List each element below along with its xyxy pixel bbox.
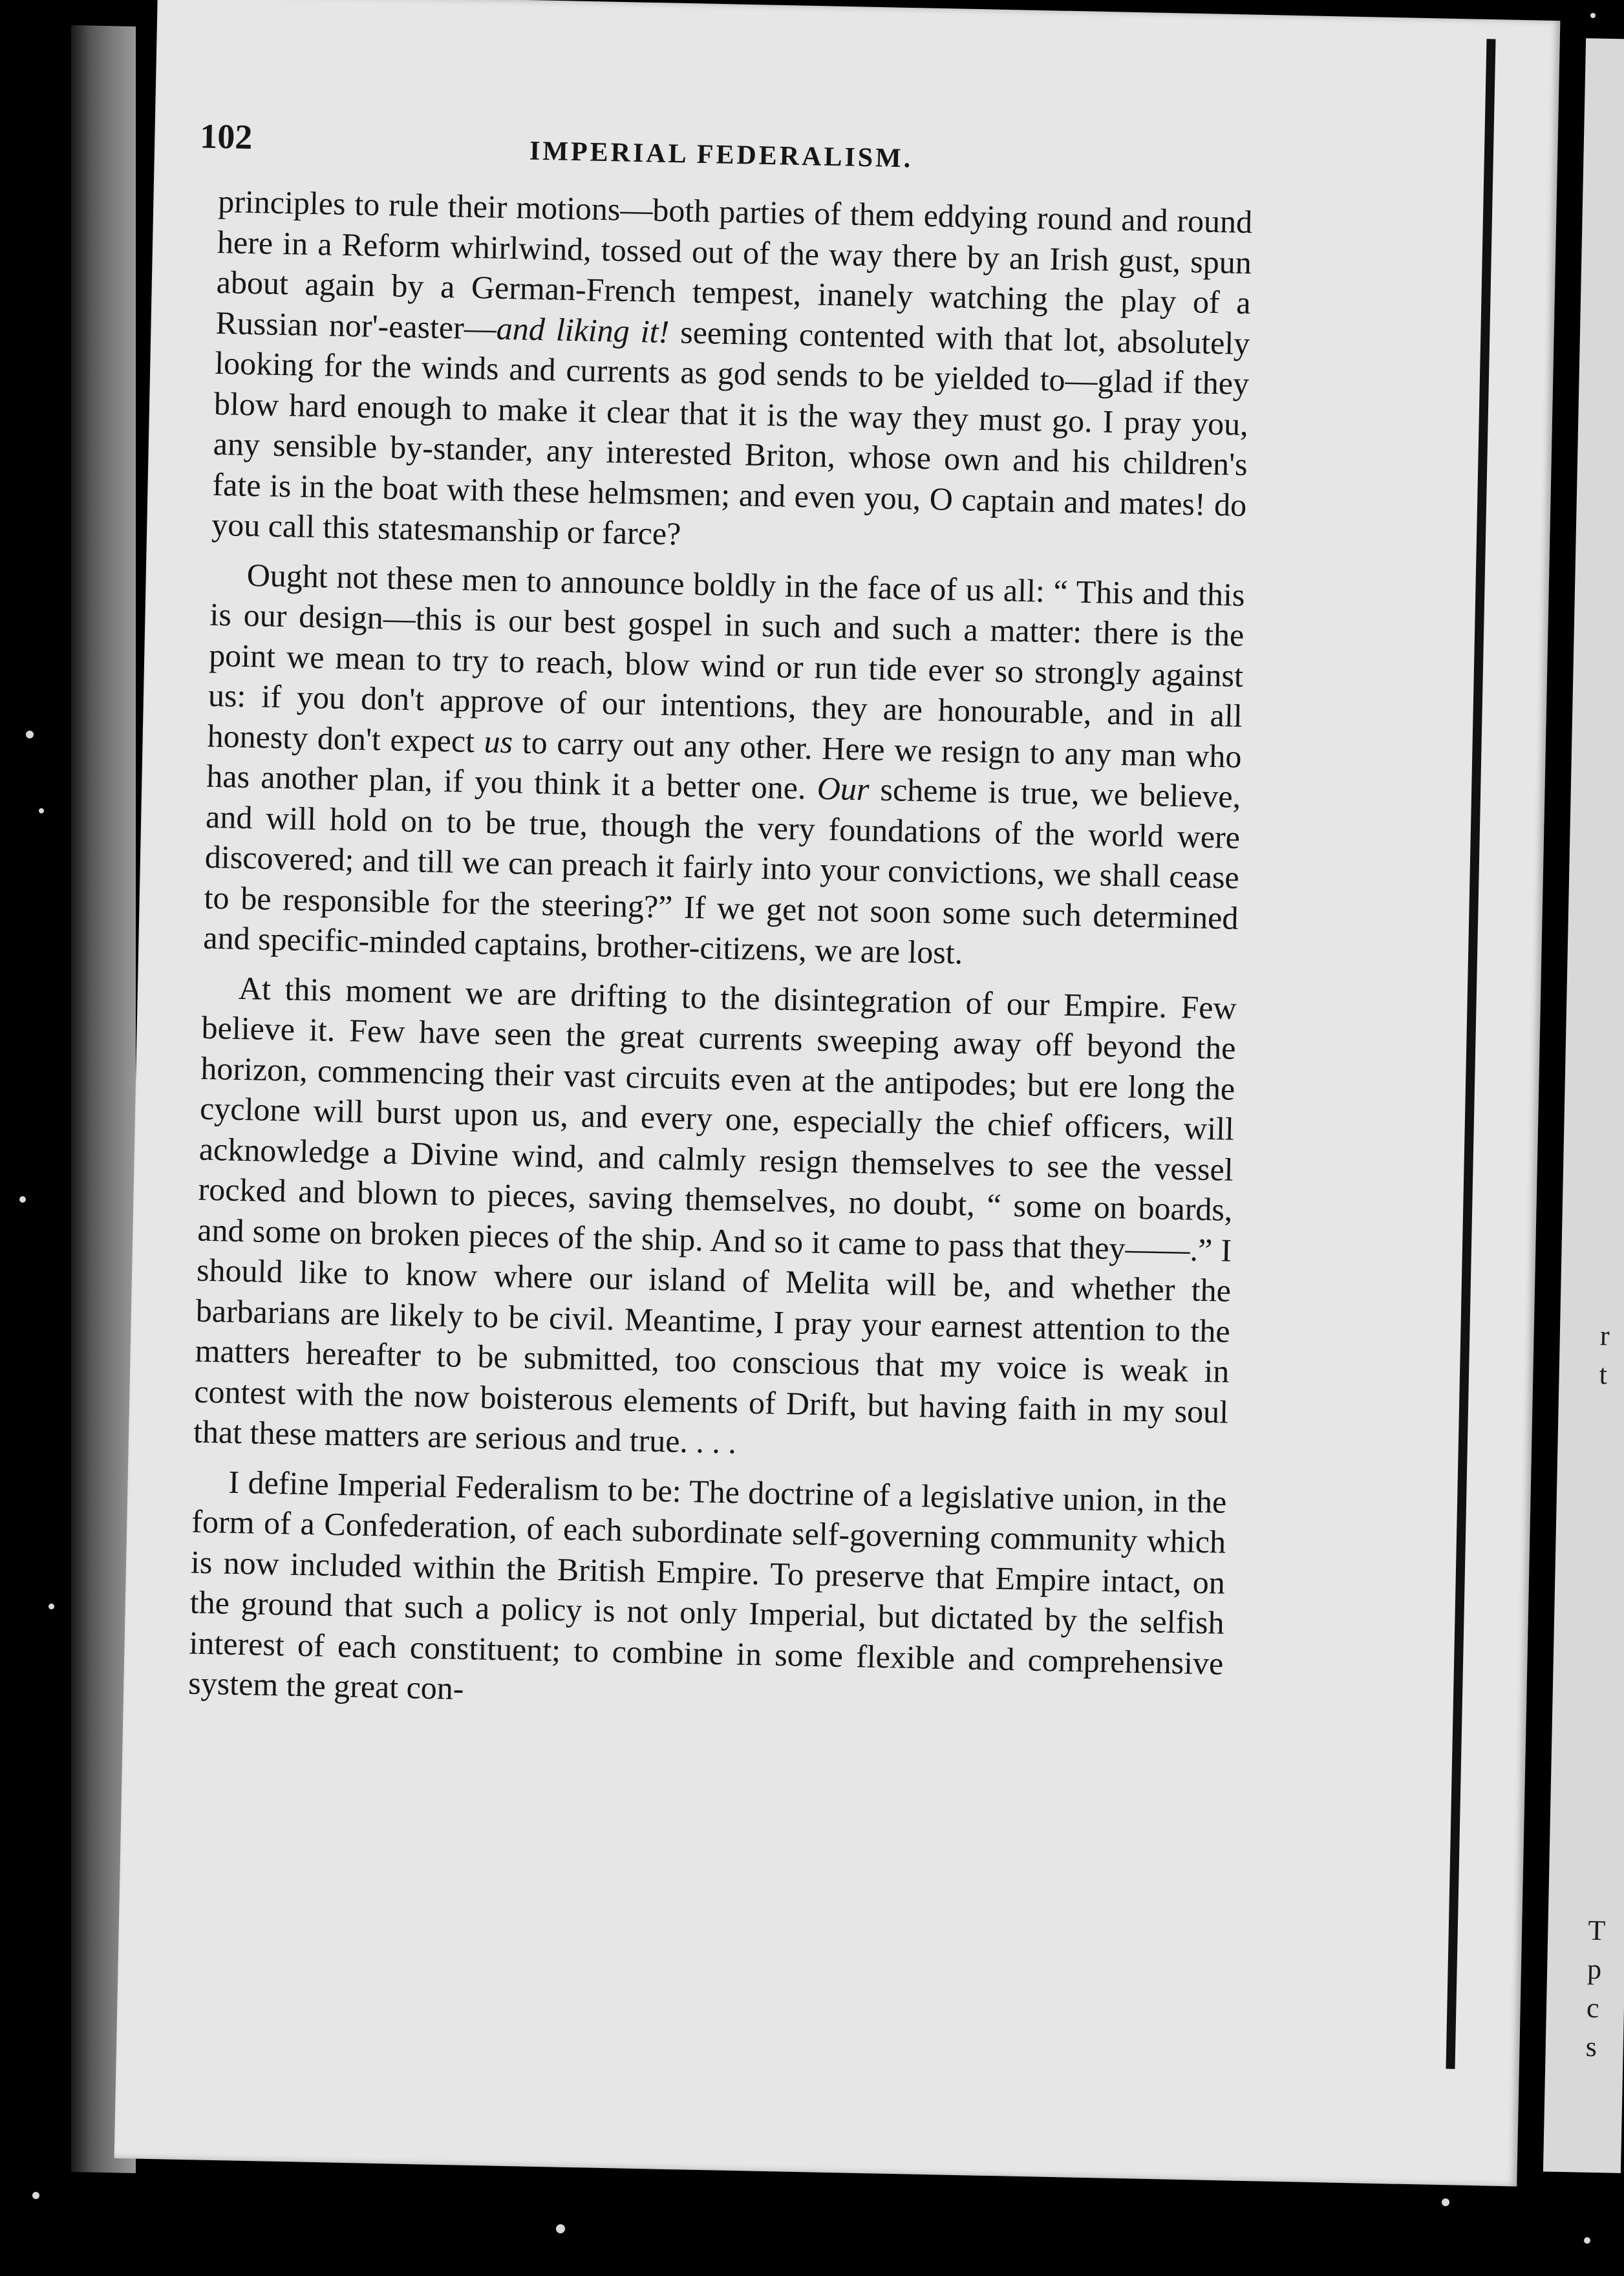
page-number: 102: [199, 116, 253, 157]
facing-page-letter: p: [1587, 1953, 1602, 1986]
paragraph: [193, 967, 1237, 1472]
scan-speck: [39, 808, 44, 813]
facing-page-fragment: [1543, 38, 1624, 2173]
scan-speck: [19, 1196, 26, 1203]
emphasis-text: us: [484, 722, 513, 760]
scan-speck: [556, 2224, 565, 2233]
paragraph: [211, 181, 1253, 565]
facing-page-letter: c: [1586, 1992, 1600, 2024]
scan-speck: [1584, 2237, 1590, 2244]
paragraph-text: to carry out any other. Here we resign to any man who has another plan, if you think it a better one.: [206, 723, 1243, 806]
paragraph-text: principles to rule their motions—both parties of them eddying round and round here in a Reform whirlwind, tossed out of the way there by an Irish gust, spun about again by a German-French tempest, inanely watching the play of a Russian nor'-easter—: [215, 182, 1253, 347]
paragraph: [188, 1461, 1227, 1724]
scan-speck: [48, 1604, 54, 1609]
running-head: IMPERIAL FEDERALISM.: [529, 136, 914, 174]
scan-speck: [26, 731, 34, 738]
scan-speck: [32, 2192, 39, 2199]
facing-page-letter: r: [1599, 1319, 1610, 1352]
emphasis-text: and liking it!: [496, 310, 670, 350]
scan-speck: [1590, 13, 1596, 18]
paragraph-text: scheme is true, we believe, and will hold on to be true, though the very foundations of the world were discovered; and till we can preach it fairly into your convictions, we shall cease to be responsible for the steering?” If we get not soon some such determined and specific-minded captains, brother-citizens, we are lost.: [202, 771, 1241, 971]
scan-speck: [1442, 2198, 1449, 2206]
emphasis-text: Our: [817, 769, 870, 808]
paragraph-text: At this moment we are drifting to the disintegration of our Empire. Few believe it. Few have seen the great currents sweeping away off beyond the horizon, commencing their vast circuits even at the antipodes; but ere long the cyclone will burst upon us, and every one, especially the chief officers, will acknowledge a Divine wind, and calmly resign themselves to see the vessel rocked and blown to pieces, saving themselves, no doubt, “ some on boards, and some on broken pieces of the ship. And so it came to pass that they——.” I should like to know where our island of Melita will be, and whether the barbarians are likely to be civil. Meantime, I pray your earnest attention to the matters hereafter to be submitted, too conscious that my voice is weak in contest with the now boisterous elements of Drift, but having faith in my soul that these matters are serious and true. . . .: [193, 969, 1237, 1461]
paragraph-text: I define Imperial Federalism to be: The doctrine of a legislative union, in the form of a Confederation, of each subordinate self-governing community which is now included within the British Empire. To preserve that Empire intact, on the ground that such a policy is not only Imperial, but dictated by the selfish interest of each constituent; to combine in some flexible and comprehensive system the great con-: [187, 1463, 1227, 1707]
paragraph: [203, 553, 1245, 978]
facing-page-letter: T: [1587, 1914, 1606, 1947]
facing-page-letter: s: [1585, 2030, 1597, 2063]
page-text-block: [187, 116, 1254, 1733]
paragraph-text: Ought not these men to announce boldly in the face of us all: “ This and this is our design—this is our best gospel in such and such a matter: there is the point we mean to try to reach, blow wind or run tide ever so strongly against us: if you don't approve of our intentions, they are honourable, and in all honesty don't expect: [207, 556, 1246, 759]
facing-page-letter: t: [1599, 1358, 1608, 1391]
paragraph-text: seeming contented with that lot, absolutely looking for the winds and currents as god sends to be yielded to—glad if they blow hard enough to make it clear that it is the way they must go. I pray you, any sensible by-stander, any interested Briton, whose own and his children's fate is in the boat with these helmsmen; and even you, O captain and mates! do you call this statesmanship or farce?: [211, 313, 1250, 552]
